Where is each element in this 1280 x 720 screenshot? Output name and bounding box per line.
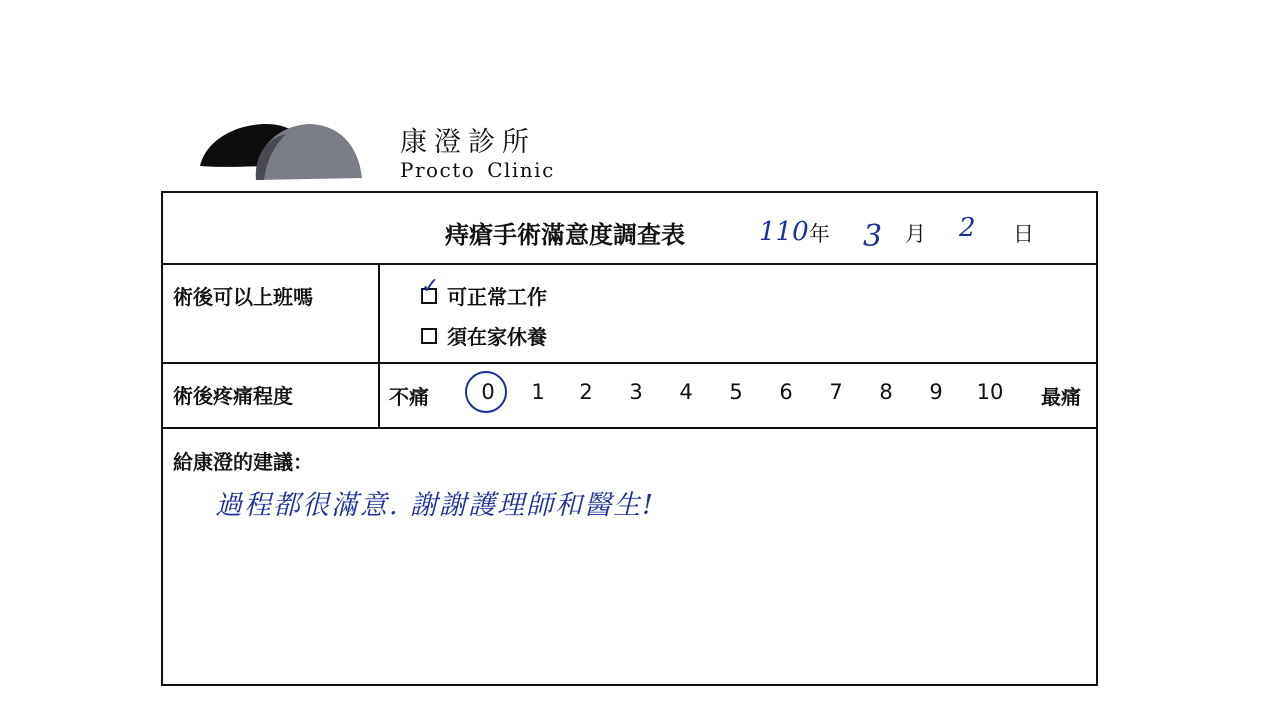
divider xyxy=(163,263,1096,265)
pain-scale-10[interactable]: 10 xyxy=(976,380,1004,404)
option-normal-work[interactable] xyxy=(421,273,547,310)
divider xyxy=(163,427,1096,429)
divider xyxy=(378,263,380,427)
checkbox-rest-at-home[interactable] xyxy=(421,328,437,344)
survey-form xyxy=(161,191,1098,686)
clinic-name-chinese: 康澄診所 xyxy=(400,127,536,158)
pain-scale-0[interactable]: 0 xyxy=(481,380,495,404)
date-year-unit: 年 xyxy=(809,222,830,246)
pain-scale-6[interactable]: 6 xyxy=(779,380,793,404)
suggestion-label: 給康澄的建議： xyxy=(173,450,313,474)
check-mark-icon: ✓ xyxy=(421,273,440,299)
pain-max-label: 最痛 xyxy=(1041,385,1081,409)
pain-scale-2[interactable]: 2 xyxy=(579,380,593,404)
pain-scale-8[interactable]: 8 xyxy=(879,380,893,404)
work-question-label: 術後可以上班嗎 xyxy=(173,285,313,309)
clinic-name-english: Procto Clinic xyxy=(400,158,555,182)
pain-scale-9[interactable]: 9 xyxy=(929,380,943,404)
date-year-value[interactable]: 110 xyxy=(759,217,809,247)
date-month-unit: 月 xyxy=(905,222,926,246)
option-rest-at-home-label: 須在家休養 xyxy=(447,325,547,349)
option-rest-at-home[interactable] xyxy=(421,321,547,350)
pain-min-label: 不痛 xyxy=(389,385,429,409)
pain-scale-4[interactable]: 4 xyxy=(679,380,693,404)
divider xyxy=(163,362,1096,364)
pain-scale-3[interactable]: 3 xyxy=(629,380,643,404)
clinic-logo-icon xyxy=(196,120,366,186)
checkbox-normal-work[interactable] xyxy=(421,273,440,304)
pain-scale-1[interactable]: 1 xyxy=(531,380,545,404)
suggestion-handwritten-text[interactable]: 過程都很滿意. 謝謝護理師和醫生! xyxy=(215,490,656,521)
pain-question-label: 術後疼痛程度 xyxy=(173,384,293,408)
pain-scale-5[interactable]: 5 xyxy=(729,380,743,404)
date-day-value[interactable]: 2 xyxy=(959,213,976,243)
date-month-value[interactable]: 3 xyxy=(863,219,883,254)
form-title: 痔瘡手術滿意度調查表 xyxy=(445,221,685,249)
date-day-unit: 日 xyxy=(1013,222,1034,246)
option-normal-work-label: 可正常工作 xyxy=(447,285,547,309)
pain-scale-7[interactable]: 7 xyxy=(829,380,843,404)
